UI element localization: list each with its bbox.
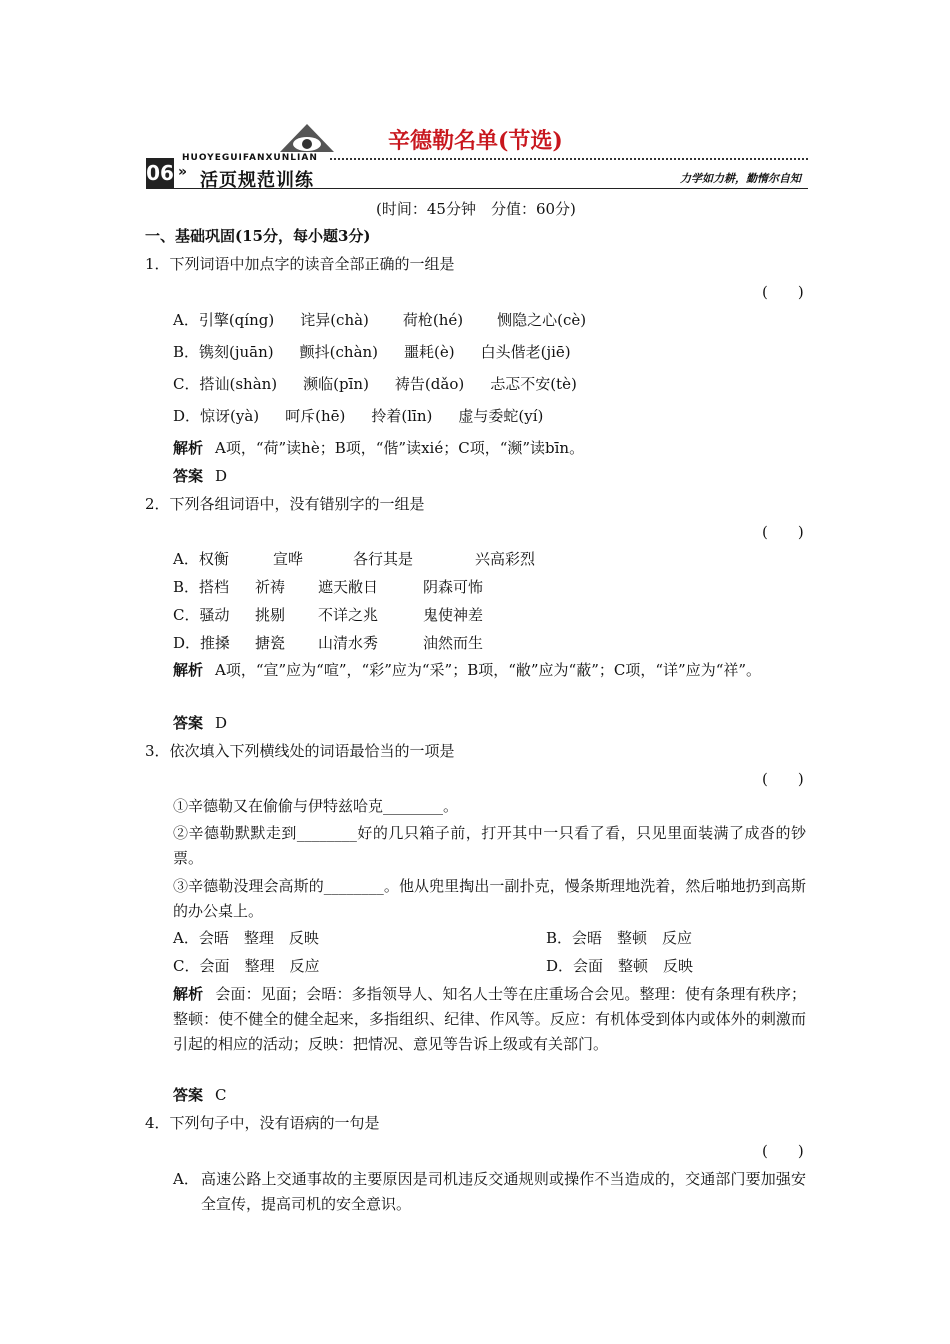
- option-item: D．推搡: [173, 634, 231, 652]
- answer-value: D: [215, 714, 228, 732]
- option-item: 鬼使神差: [423, 606, 484, 624]
- option-item: 山清水秀: [318, 634, 379, 652]
- chevron-right-icon: »: [178, 164, 188, 180]
- question-2-answer: [173, 712, 227, 734]
- option-item: A．权衡: [173, 550, 229, 568]
- option-item: 呵斥(hē): [285, 407, 346, 425]
- option-item: 宣哗: [273, 550, 304, 568]
- option-item: C．骚动: [173, 606, 230, 624]
- lesson-number-badge: 06: [146, 158, 174, 188]
- question-4-option-a-label: A．: [173, 1170, 199, 1188]
- header-motto: 力学如力耕，勤惰尔自知: [680, 172, 801, 185]
- part-heading: 一、基础巩固(15分，每小题3分): [145, 227, 371, 245]
- question-3-answer: [173, 1084, 227, 1106]
- header-bottom-rule: [146, 188, 808, 189]
- question-1-answer-blank: ( ): [762, 283, 804, 301]
- question-2-answer-blank: ( ): [762, 523, 804, 541]
- option-item: D．惊讶(yà): [173, 407, 260, 425]
- question-1-option-b: [173, 341, 571, 363]
- question-1-option-c: [173, 373, 577, 395]
- option-item: 祈祷: [255, 578, 286, 596]
- question-2-option-c: [173, 604, 483, 626]
- section-pinyin: HUOYEGUIFANXUNLIAN: [182, 153, 318, 163]
- option-item: 各行其是: [353, 550, 414, 568]
- analysis-label: 解析: [173, 439, 204, 457]
- question-4-option-a-text: 高速公路上交通事故的主要原因是司机违反交通规则或操作不当造成的，交通部门要加强安全宣传，提高司机的安全意识。: [201, 1170, 806, 1213]
- question-3-stem: 3．依次填入下列横线处的词语最恰当的一项是: [145, 742, 455, 760]
- option-item: 濒临(pīn): [303, 375, 369, 393]
- option-item: 阴森可怖: [423, 578, 484, 596]
- option-item: 荷枪(hé): [402, 311, 464, 329]
- question-4-answer-blank: ( ): [762, 1142, 804, 1160]
- page-header: [140, 120, 810, 190]
- question-3-option-b: B．会晤 整顿 反应: [546, 929, 693, 947]
- option-item: 兴高彩烈: [475, 550, 536, 568]
- option-item: 祷告(dǎo): [394, 375, 465, 393]
- question-1-option-d: [173, 405, 543, 427]
- option-item: B．镌刻(juān): [173, 343, 274, 361]
- answer-label: 答案: [173, 1086, 204, 1104]
- analysis-label: 解析: [173, 985, 204, 1003]
- answer-value: C: [215, 1086, 227, 1104]
- option-item: 油然而生: [423, 634, 484, 652]
- analysis-text: 会面：见面；会晤：多指领导人、知名人士等在庄重场合会见。整理：使有条理有秩序；整顿：使不健全的健全起来，多指组织、纪律、作风等。反应：有机体受到体内或体外的刺激而引起的相应的活动；反映：把情况、意见等告诉上级或有关部门。: [173, 985, 806, 1053]
- option-item: 挑剔: [255, 606, 286, 624]
- option-item: 恻隐之心(cè): [497, 311, 587, 329]
- question-1-stem: 1．下列词语中加点字的读音全部正确的一组是: [145, 255, 455, 273]
- time-score-info: (时间：45分钟 分值：60分): [376, 200, 576, 218]
- section-name: 活页规范训练: [200, 170, 314, 191]
- question-2-stem: 2．下列各组词语中，没有错别字的一组是: [145, 495, 425, 513]
- question-3-sentence-2: ②辛德勒默默走到________好的几只箱子前，打开其中一只看了看，只见里面装满了成沓的钞票。: [173, 824, 806, 867]
- document-title: 辛德勒名单(节选): [388, 128, 563, 154]
- question-3-option-d: D．会面 整顿 反映: [546, 957, 694, 975]
- question-4-stem: 4．下列句子中，没有语病的一句是: [145, 1114, 380, 1132]
- header-dotted-rule: [330, 158, 808, 160]
- option-item: C．搭讪(shàn): [173, 375, 278, 393]
- answer-value: D: [215, 467, 228, 485]
- question-1-analysis: [173, 437, 584, 459]
- question-3-analysis: [173, 982, 806, 1057]
- eye-logo-icon: [276, 122, 338, 154]
- question-2-option-b: [173, 576, 483, 598]
- question-1-answer: [173, 465, 227, 487]
- analysis-text: A项，“宣”应为“喧”，“彩”应为“采”；B项，“敝”应为“蔽”；C项，“详”应为“祥”。: [215, 661, 762, 679]
- option-item: 不详之兆: [318, 606, 379, 624]
- question-3-option-c: C．会面 整理 反应: [173, 957, 320, 975]
- option-item: 遮天敝日: [318, 578, 379, 596]
- analysis-label: 解析: [173, 661, 204, 679]
- question-2-option-a: [173, 548, 535, 570]
- answer-label: 答案: [173, 467, 204, 485]
- option-item: 忐忑不安(tè): [490, 375, 577, 393]
- option-item: 拎着(līn): [371, 407, 433, 425]
- question-3-sentence-1: ①辛德勒又在偷偷与伊特兹哈克________。: [173, 797, 459, 815]
- question-2-option-d: [173, 632, 483, 654]
- option-item: 白头偕老(jiē): [480, 343, 571, 361]
- option-item: 虚与委蛇(yí): [458, 407, 544, 425]
- option-item: 搪瓷: [255, 634, 286, 652]
- analysis-text: A项，“荷”读hè；B项，“偕”读xié；C项，“濒”读bīn。: [215, 439, 585, 457]
- question-3-option-a: A．会晤 整理 反映: [173, 929, 319, 947]
- option-item: B．搭档: [173, 578, 230, 596]
- answer-label: 答案: [173, 714, 204, 732]
- option-item: A．引擎(qíng): [173, 311, 275, 329]
- question-3-answer-blank: ( ): [762, 770, 804, 788]
- question-1-option-a: [173, 309, 586, 331]
- option-item: 颤抖(chàn): [299, 343, 379, 361]
- question-2-analysis: [173, 658, 806, 683]
- option-item: 诧异(chà): [300, 311, 369, 329]
- question-3-sentence-3: ③辛德勒没理会高斯的________。他从兜里掏出一副扑克，慢条斯理地洗着，然后啪地扔到高斯的办公桌上。: [173, 877, 806, 920]
- option-item: 噩耗(è): [404, 343, 455, 361]
